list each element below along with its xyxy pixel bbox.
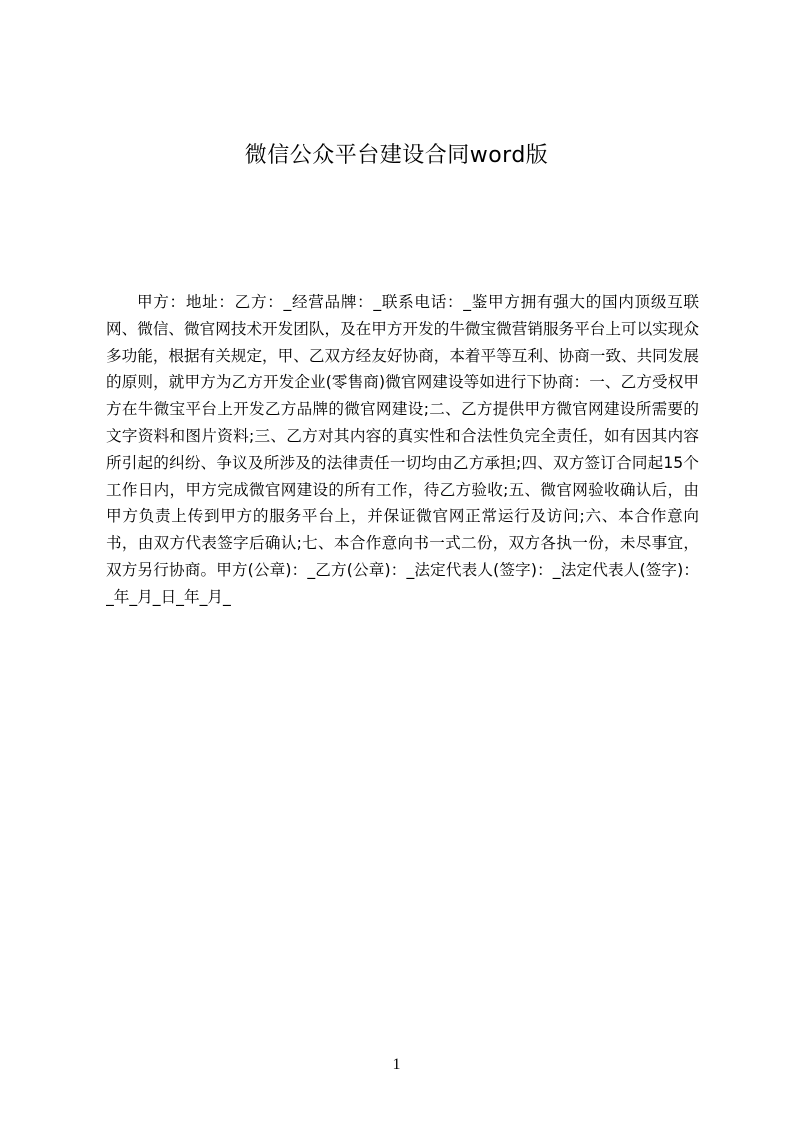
page-number: 1 bbox=[392, 1056, 401, 1073]
document-title: 微信公众平台建设合同word版 bbox=[244, 143, 549, 168]
contract-body-paragraph: 甲方：地址：乙方：_经营品牌：_联系电话：_鉴甲方拥有强大的国内顶级互联网、微信、微官网技术开发团队，及在甲方开发的牛微宝微营销服务平台上可以实现众多功能，根据有关规定，甲、乙双方经友好协商，本着平等互利、协商一致、共同发展的原则，就甲方为乙方开发企业(零售商)微官网建设等如进行下协商：一、乙方受权甲方在牛微宝平台上开发乙方品牌的微官网建设;二、乙方提供甲方微官网建设所需要的文字资料和图片资料;三、乙方对其内容的真实性和合法性负完全责任，如有因其内容所引起的纠纷、争议及所涉及的法律责任一切均由乙方承担;四、双方签订合同起15个工作日内，甲方完成微官网建设的所有工作，待乙方验收;五、微官网验收确认后，由甲方负责上传到甲方的服务平台上，并保证微官网正常运行及访问;六、本合作意向书，由双方代表签字后确认;七、本合作意向书一式二份，双方各执一份，未尽事宜，双方另行协商。甲方(公章)：_乙方(公章)：_法定代表人(签字)：_法定代表人(签字)：_年_月_日_年_月_ bbox=[106, 293, 699, 606]
